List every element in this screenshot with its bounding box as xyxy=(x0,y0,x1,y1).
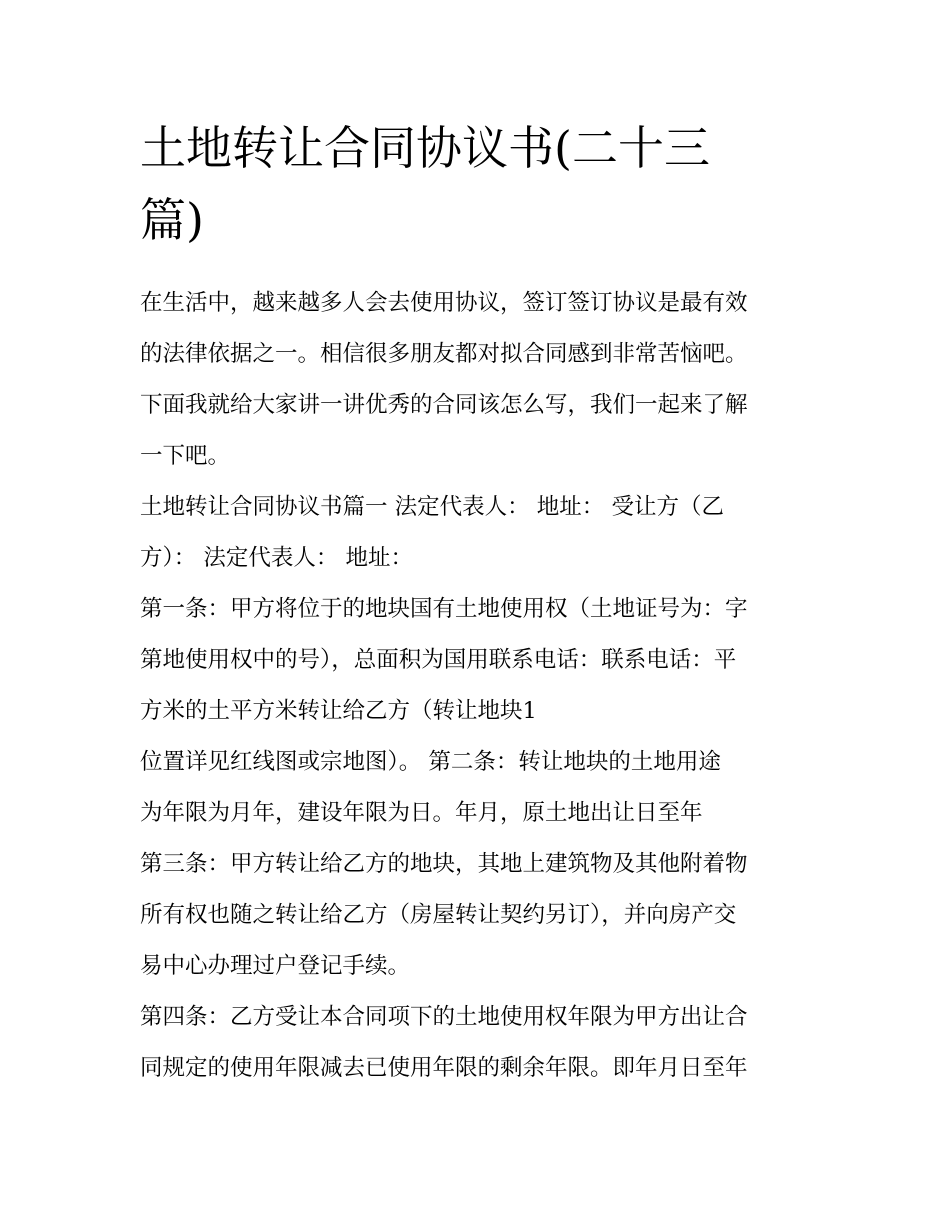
body-line: 为年限为月年，建设年限为日。年月，原土地出让日至年 xyxy=(140,800,703,826)
body-line: 所有权也随之转让给乙方（房屋转让契约另订），并向房产交 xyxy=(140,902,737,928)
body-line: 的法律依据之一。相信很多朋友都对拟合同感到非常苦恼吧。 xyxy=(140,341,748,367)
body-line: 第四条：乙方受让本合同项下的土地使用权年限为甲方出让合 xyxy=(140,1004,748,1030)
title-line: 篇) xyxy=(140,193,204,247)
document-body xyxy=(140,278,840,1094)
body-line: 方）： 法定代表人： 地址： xyxy=(140,545,414,571)
body-line: 位置详见红线图或宗地图）。 第二条：转让地块的土地用途 xyxy=(140,749,721,775)
body-line: 一下吧。 xyxy=(140,443,231,469)
body-line: 易中心办理过户登记手续。 xyxy=(140,953,411,979)
document-title xyxy=(140,112,820,256)
body-line: 下面我就给大家讲一讲优秀的合同该怎么写，我们一起来了解 xyxy=(140,392,748,418)
body-line: 方米的土平方米转让给乙方（转让地块1 xyxy=(140,698,537,724)
body-line: 第三条：甲方转让给乙方的地块，其地上建筑物及其他附着物 xyxy=(140,851,748,877)
body-line: 同规定的使用年限减去已使用年限的剩余年限。即年月日至年 xyxy=(140,1055,748,1081)
body-line: 在生活中，越来越多人会去使用协议，签订签订协议是最有效 xyxy=(140,290,748,316)
body-line: 土地转让合同协议书篇一 法定代表人： 地址： 受让方（乙 xyxy=(140,494,724,520)
title-line: 土地转让合同协议书(二十三 xyxy=(140,121,710,175)
body-line: 第一条：甲方将位于的地块国有土地使用权（土地证号为：字 xyxy=(140,596,748,622)
body-line: 第地使用权中的号），总面积为国用联系电话：联系电话：平 xyxy=(140,647,737,673)
